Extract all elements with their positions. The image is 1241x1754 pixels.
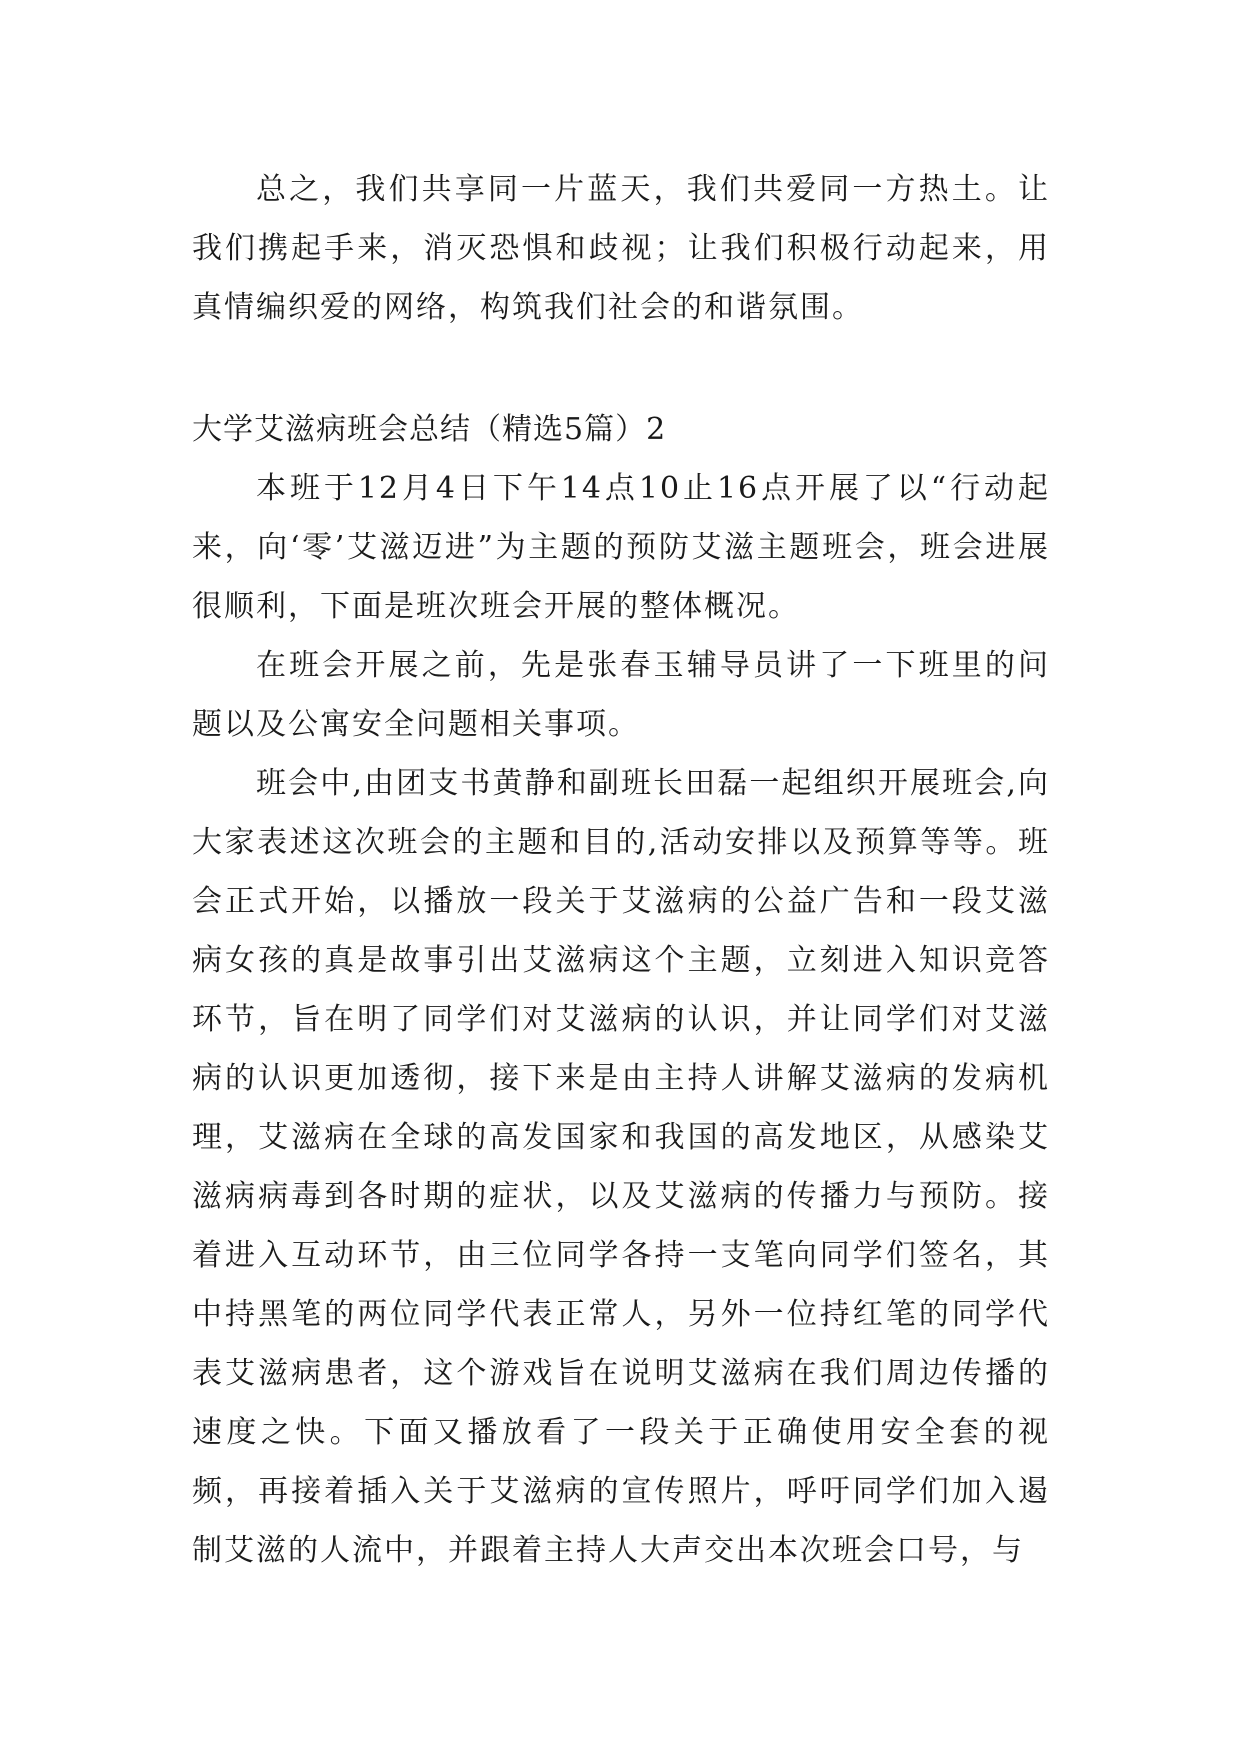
paragraph-preface: 在班会开展之前，先是张春玉辅导员讲了一下班里的问题以及公寓安全问题相关事项。 [192, 648, 1050, 742]
section-heading: 大学艾滋病班会总结（精选5篇）2 [192, 412, 667, 447]
document-body [192, 160, 1050, 1580]
paragraph-body: 班会中,由团支书黄静和副班长田磊一起组织开展班会,向大家表述这次班会的主题和目的,活动安排以及预算等等。班会正式开始，以播放一段关于艾滋病的公益广告和一段艾滋病女孩的真是故事引出艾滋病这个主题，立刻进入知识竞答环节，旨在明了同学们对艾滋病的认识，并让同学们对艾滋病的认识更加透彻，接下来是由主持人讲解艾滋病的发病机理，艾滋病在全球的高发国家和我国的高发地区，从感染艾滋病病毒到各时期的症状，以及艾滋病的传播力与预防。接着进入互动环节，由三位同学各持一支笔向同学们签名，其中持黑笔的两位同学代表正常人，另外一位持红笔的同学代表艾滋病患者，这个游戏旨在说明艾滋病在我们周边传播的速度之快。下面又播放看了一段关于正确使用安全套的视频，再接着插入关于艾滋病的宣传照片，呼吁同学们加入遏制艾滋的人流中，并跟着主持人大声交出本次班会口号，与 [192, 766, 1050, 1568]
paragraph-intro: 本班于12月4日下午14点10止16点开展了以“行动起来，向‘零’艾滋迈进”为主题的预防艾滋主题班会，班会进展很顺利，下面是班次班会开展的整体概况。 [192, 471, 1050, 624]
paragraph-conclusion: 总之，我们共享同一片蓝天，我们共爱同一方热土。让我们携起手来，消灭恐惧和歧视；让我们积极行动起来，用真情编织爱的网络，构筑我们社会的和谐氛围。 [192, 172, 1050, 325]
